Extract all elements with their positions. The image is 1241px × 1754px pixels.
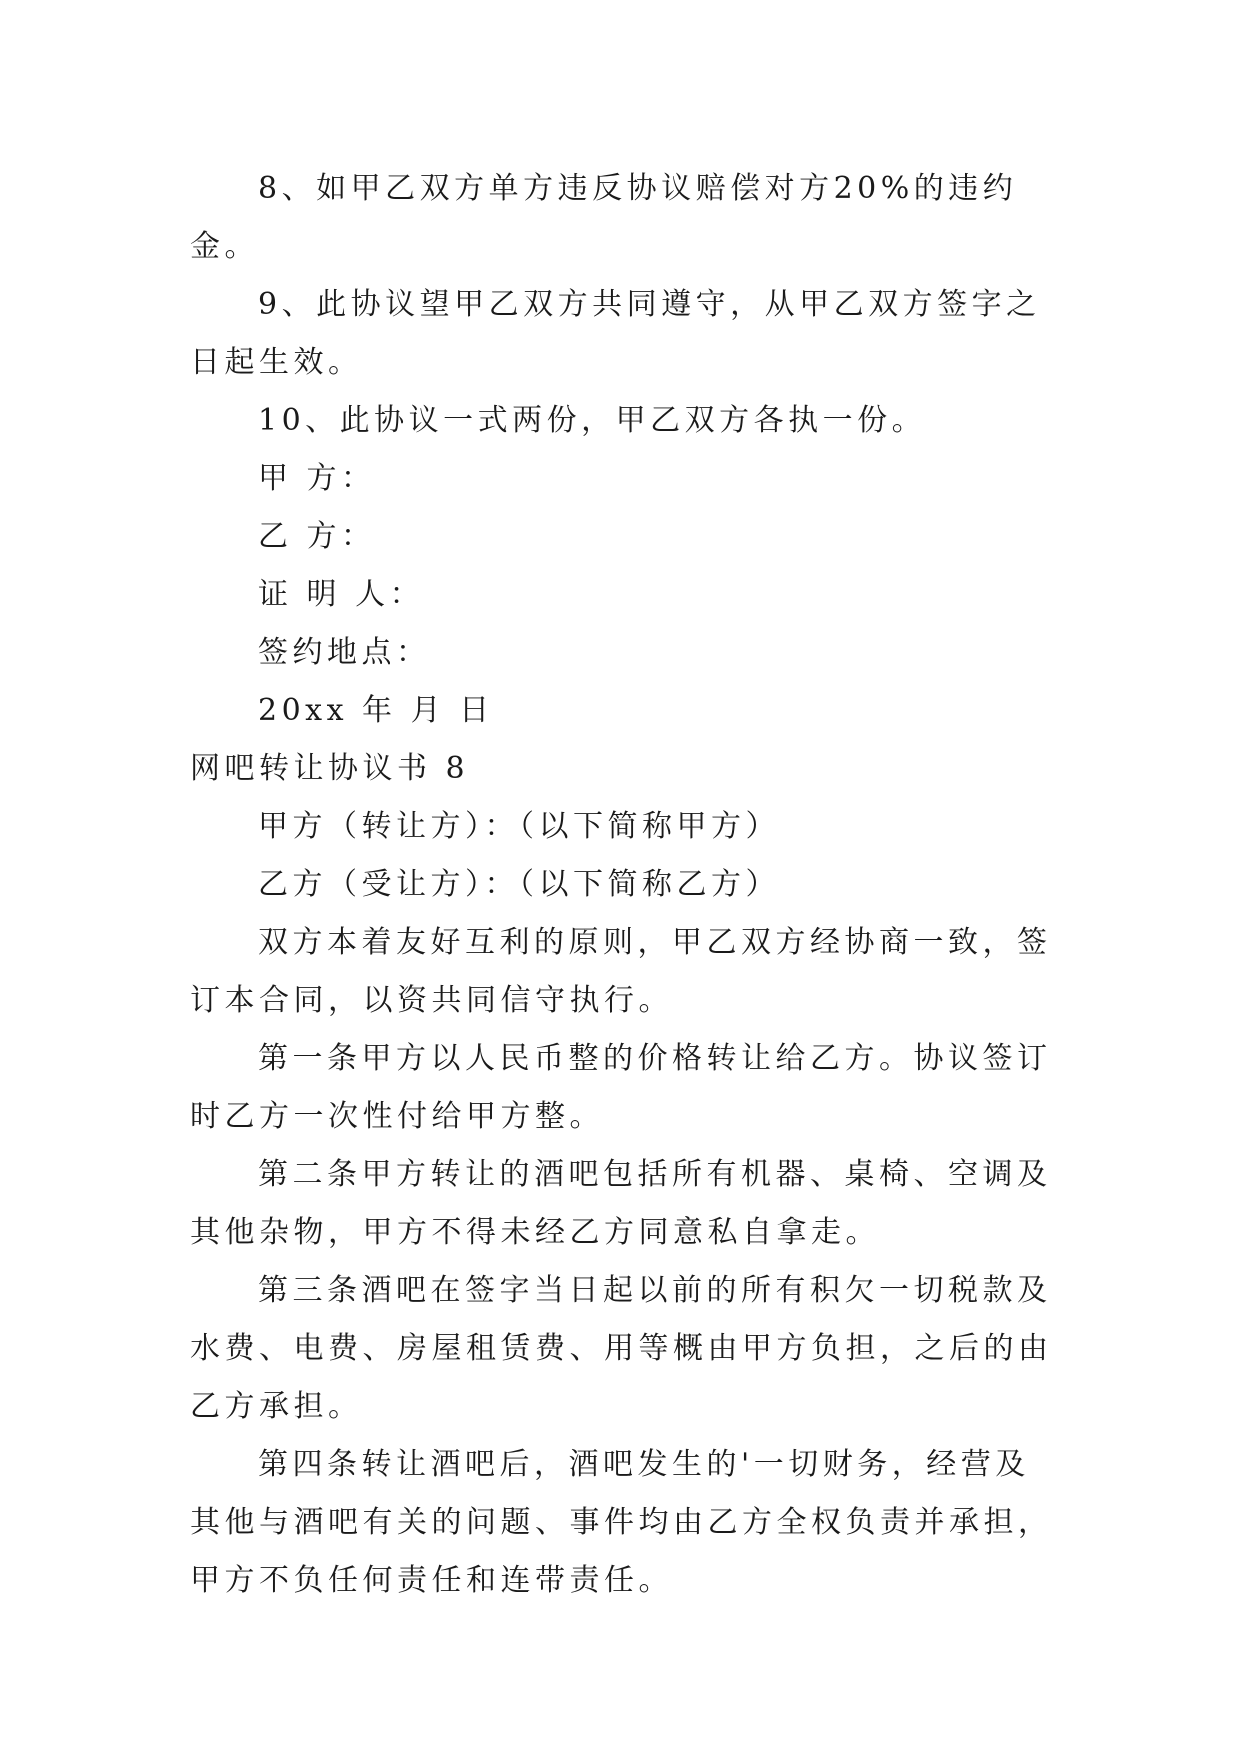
article-4: 第四条转让酒吧后，酒吧发生的'一切财务，经营及其他与酒吧有关的问题、事件均由乙方全权负责并承担，甲方不负任何责任和连带责任。 [190,1447,1053,1598]
clause-9: 9、此协议望甲乙双方共同遵守，从甲乙双方签字之日起生效。 [190,287,1041,380]
transferee-line: 乙方（受让方）：（以下简称乙方） [258,867,780,902]
date-line: 20xx 年 月 日 [258,693,494,728]
party-a-line: 甲 方： [258,461,376,496]
party-b-line: 乙 方： [258,519,376,554]
clause-10: 10、此协议一式两份，甲乙双方各执一份。 [258,403,927,438]
intro-paragraph: 双方本着友好互利的原则，甲乙双方经协商一致，签订本合同，以资共同信守执行。 [190,925,1052,1018]
transferor-line: 甲方（转让方）：（以下简称甲方） [258,809,780,844]
section-title: 网吧转让协议书 8 [190,751,470,786]
article-1: 第一条甲方以人民币整的价格转让给乙方。协议签订时乙方一次性付给甲方整。 [190,1041,1052,1134]
article-2: 第二条甲方转让的酒吧包括所有机器、桌椅、空调及其他杂物，甲方不得未经乙方同意私自拿走。 [190,1157,1052,1250]
clause-8: 8、如甲乙双方单方违反协议赔偿对方20%的违约金。 [190,171,1018,264]
article-3: 第三条酒吧在签字当日起以前的所有积欠一切税款及水费、电费、房屋租赁费、用等概由甲方负担，之后的由乙方承担。 [190,1273,1053,1424]
witness-line: 证 明 人： [258,577,425,612]
document-page [190,160,1055,1610]
signing-place-line: 签约地点： [258,635,431,670]
